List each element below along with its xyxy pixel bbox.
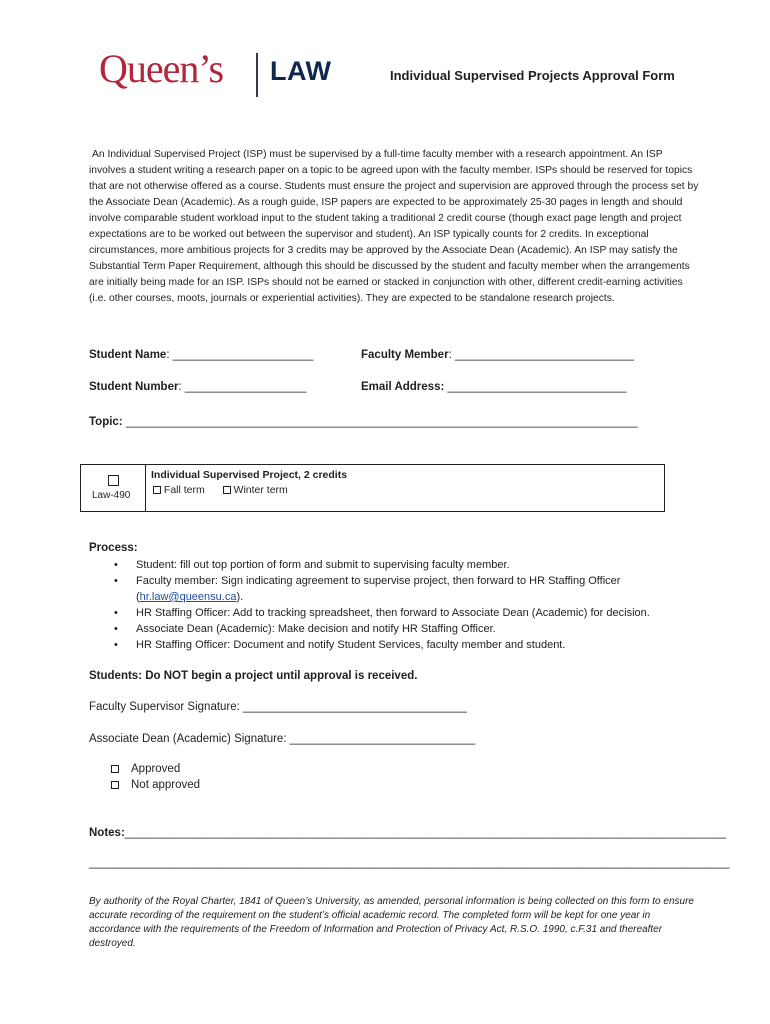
faculty-member-blank[interactable]: : ____________________________ [448,349,635,361]
hr-email-link[interactable]: hr.law@queensu.ca [139,591,237,603]
approved-checkbox[interactable] [111,765,119,773]
form-title: Individual Supervised Projects Approval Form [390,68,675,83]
list-item [90,573,690,605]
term-options [153,484,288,496]
faculty-supervisor-signature[interactable]: Faculty Supervisor Signature: ___________________________________ [89,701,467,713]
not-approved-label: Not approved [131,779,201,791]
topic-field[interactable] [89,416,638,428]
topic-blank[interactable]: ________________________________________________________________________________ [122,416,638,428]
course-title: Individual Supervised Project, 2 credits [151,469,348,481]
winter-term-checkbox[interactable] [223,486,231,494]
process-step-text: Student: fill out top portion of form and submit to supervising faculty member. [136,559,510,571]
faculty-member-label: Faculty Member [361,349,449,361]
notes-label: Notes: [89,827,125,839]
course-checkbox[interactable] [108,475,119,486]
list-item [90,621,690,637]
approved-label: Approved [131,763,181,775]
faculty-member-field[interactable] [361,349,634,361]
notes-line-2[interactable]: _________________________________________________________________________________________________________ [89,857,730,869]
process-step-text: Faculty member: Sign indicating agreement to supervise project, then forward to HR Staffing Officer [136,575,621,587]
not-approved-checkbox[interactable] [111,781,119,789]
process-list [90,557,690,653]
list-item [90,605,690,621]
notes-field[interactable] [89,827,726,839]
student-number-blank[interactable]: : ___________________ [178,381,307,393]
list-item [90,637,690,653]
fall-term-checkbox[interactable] [153,486,161,494]
student-number-field[interactable] [89,381,306,393]
bullet: • [114,639,118,651]
approved-option[interactable] [111,763,180,775]
student-number-label: Student Number [89,381,179,393]
process-title: Process: [89,542,138,554]
approval-warning: Students: Do NOT begin a project until approval is received. [89,670,418,682]
bullet: • [114,607,118,619]
email-address-label: Email Address: [361,381,445,393]
bullet: • [114,623,118,635]
law-logo: LAW [270,56,332,86]
intro-paragraph: An Individual Supervised Project (ISP) must be supervised by a full-time faculty member with a research appointment. An ISP involves a student writing a research paper on a topic to be agreed upon with the faculty member. ISPs should be reserved for topics that are not otherwise offered as a course. Students must ensure the project and supervision are approved through the process set by the Associate Dean (Academic). As a rough guide, ISP papers are expected to be approximately 25-30 pages in length and should involve comparable student workload input to the student taking a traditional 2 credit course (though exact page length and project expectations are to be worked out between the supervisor and student). An ISP typically counts for 2 credits. In exceptional circumstances, more ambitious projects for 3 credits may be approved by the Associate Dean (Academic). An ISP may satisfy the Substantial Term Paper Requirement, although this should be discussed by the student and faculty member when the arrangements are initially being made for an ISP. ISPs should not be earned or stacked in conjunction with other, different credit-earning activities (i.e. other courses, moots, journals or experiential activities). They are expected to be standalone research projects. [89,149,699,304]
winter-term-label: Winter term [233,484,288,497]
email-open: ( [136,591,140,603]
associate-dean-signature[interactable]: Associate Dean (Academic) Signature: _____________________________ [89,733,476,745]
list-item [90,557,690,573]
student-name-label: Student Name [89,349,167,361]
email-close: ). [236,591,244,603]
notes-line[interactable]: ______________________________________________________________________________________________ [124,827,726,839]
student-name-field[interactable] [89,349,313,361]
student-name-blank[interactable]: : ______________________ [166,349,314,361]
email-address-field[interactable] [361,381,627,393]
email-address-blank[interactable]: ____________________________ [444,381,627,393]
process-step-text: Associate Dean (Academic): Make decision and notify HR Staffing Officer. [136,623,496,635]
course-code: Law-490 [92,490,131,501]
course-code-cell [81,465,146,511]
bullet: • [114,559,118,571]
course-selection-box [80,464,665,512]
process-step-text: HR Staffing Officer: Document and notify Student Services, faculty member and student. [136,639,566,651]
bullet: • [114,575,118,587]
not-approved-option[interactable] [111,779,200,791]
topic-label: Topic: [89,416,123,428]
logo-divider [256,53,258,97]
privacy-notice: By authority of the Royal Charter, 1841 of Queen’s University, as amended, personal information is being collected on this form to ensure accurate recording of the requirement on the student’s official academic record. The completed form will be kept for one year in accordance with the requirements of the Freedom of Information and Protection of Privacy Act, R.S.O. 1990, c.F.31 and thereafter destroyed. [89,896,694,949]
fall-term-label: Fall term [163,484,205,497]
process-step-text: HR Staffing Officer: Add to tracking spreadsheet, then forward to Associate Dean (Academic) for decision. [136,607,650,619]
queens-logo: Queen’s [99,46,224,91]
